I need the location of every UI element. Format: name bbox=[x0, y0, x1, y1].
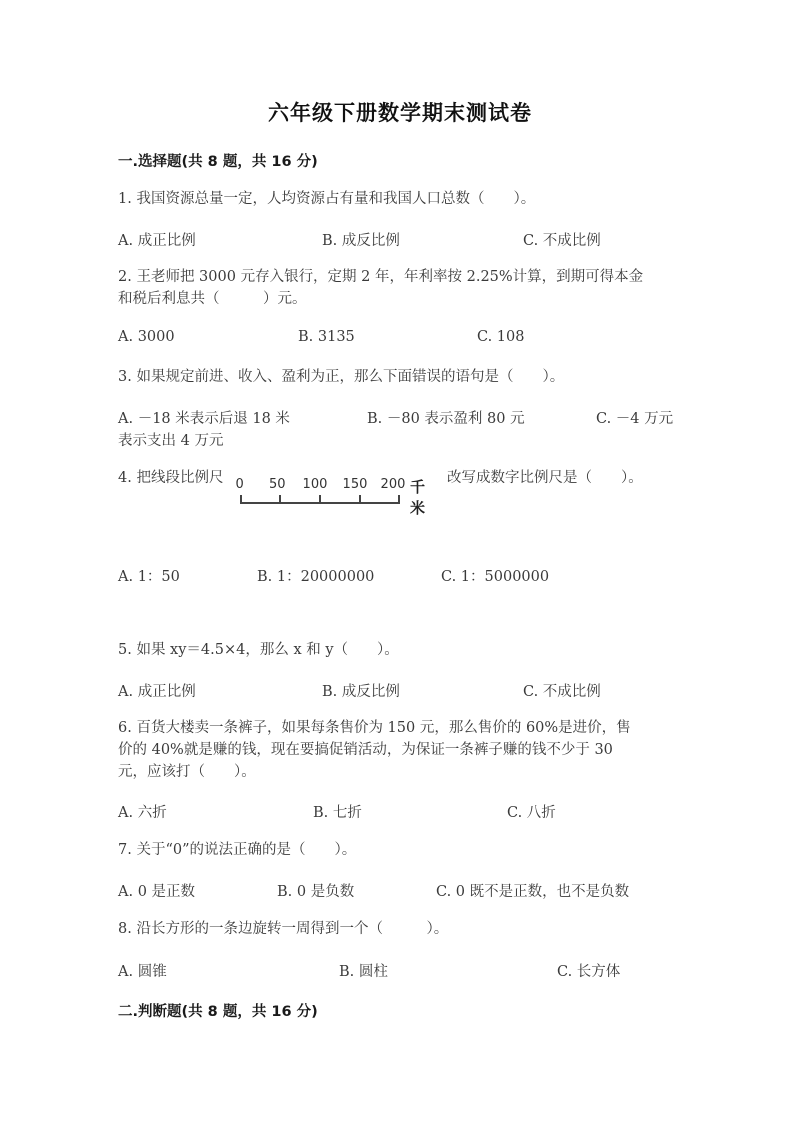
option-b: B. 0 是负数 bbox=[277, 884, 355, 900]
section-heading-multiple-choice: 一.选择题(共 8 题，共 16 分) bbox=[118, 154, 318, 170]
question-text-before: 4. 把线段比例尺 bbox=[118, 470, 224, 486]
option-c: C. 不成比例 bbox=[523, 233, 601, 249]
question-text: 6. 百货大楼卖一条裤子，如果每条售价为 150 元，那么售价的 60%是进价，售 bbox=[118, 720, 631, 736]
option-b: B. －80 表示盈利 80 元 bbox=[367, 411, 525, 427]
option-a: A. 3000 bbox=[118, 329, 175, 345]
line-segment-scale-bar bbox=[235, 477, 436, 517]
question-text: 3. 如果规定前进、收入、盈利为正，那么下面错误的语句是（ ）。 bbox=[118, 369, 565, 385]
scale-tick-label: 150 bbox=[342, 477, 368, 492]
scale-tick bbox=[359, 495, 361, 503]
scale-tick bbox=[319, 495, 321, 503]
scale-tick bbox=[240, 495, 242, 503]
option-a: A. 成正比例 bbox=[118, 233, 196, 249]
option-a: A. 六折 bbox=[118, 805, 167, 821]
option-c: C. 八折 bbox=[507, 805, 556, 821]
option-c: C. 1：5000000 bbox=[441, 569, 550, 585]
question-text-continued: 价的 40%就是赚的钱，现在要搞促销活动，为保证一条裤子赚的钱不少于 30 bbox=[118, 742, 613, 758]
option-a: A. 成正比例 bbox=[118, 684, 196, 700]
scale-tick bbox=[279, 495, 281, 503]
option-a: A. －18 米表示后退 18 米 bbox=[118, 411, 290, 427]
option-a: A. 圆锥 bbox=[118, 964, 167, 980]
option-c-continued: 表示支出 4 万元 bbox=[118, 433, 224, 449]
scale-tick-label: 200 bbox=[380, 477, 406, 492]
scale-tick-label: 0 bbox=[235, 477, 244, 492]
question-text-after: 改写成数字比例尺是（ ）。 bbox=[447, 470, 643, 486]
option-a: A. 0 是正数 bbox=[118, 884, 196, 900]
option-b: B. 七折 bbox=[313, 805, 362, 821]
scale-tick-label: 100 bbox=[302, 477, 328, 492]
section-heading-true-false: 二.判断题(共 8 题，共 16 分) bbox=[118, 1004, 318, 1020]
question-text-continued: 和税后利息共（ ）元。 bbox=[118, 291, 307, 307]
question-text: 5. 如果 xy＝4.5×4，那么 x 和 y（ ）。 bbox=[118, 642, 399, 658]
scale-unit: 千米 bbox=[410, 478, 426, 517]
question-text-continued: 元，应该打（ ）。 bbox=[118, 764, 256, 780]
option-b: B. 成反比例 bbox=[322, 233, 400, 249]
option-c: C. 长方体 bbox=[557, 964, 621, 980]
option-b: B. 3135 bbox=[298, 329, 355, 345]
question-text: 1. 我国资源总量一定，人均资源占有量和我国人口总数（ ）。 bbox=[118, 191, 536, 207]
option-c: C. －4 万元 bbox=[596, 411, 674, 427]
option-b: B. 成反比例 bbox=[322, 684, 400, 700]
page-title: 六年级下册数学期末测试卷 bbox=[268, 101, 532, 125]
scale-tick-label: 50 bbox=[269, 477, 286, 492]
question-text: 8. 沿长方形的一条边旋转一周得到一个（ ）。 bbox=[118, 921, 449, 937]
question-text: 2. 王老师把 3000 元存入银行，定期 2 年，年利率按 2.25%计算，到期可得本金 bbox=[118, 269, 644, 285]
option-c: C. 0 既不是正数，也不是负数 bbox=[436, 884, 630, 900]
option-b: B. 1：20000000 bbox=[257, 569, 375, 585]
option-a: A. 1：50 bbox=[118, 569, 180, 585]
option-c: C. 108 bbox=[477, 329, 525, 345]
question-text: 7. 关于“0”的说法正确的是（ ）。 bbox=[118, 842, 357, 858]
option-b: B. 圆柱 bbox=[339, 964, 388, 980]
scale-tick bbox=[398, 495, 400, 503]
option-c: C. 不成比例 bbox=[523, 684, 601, 700]
